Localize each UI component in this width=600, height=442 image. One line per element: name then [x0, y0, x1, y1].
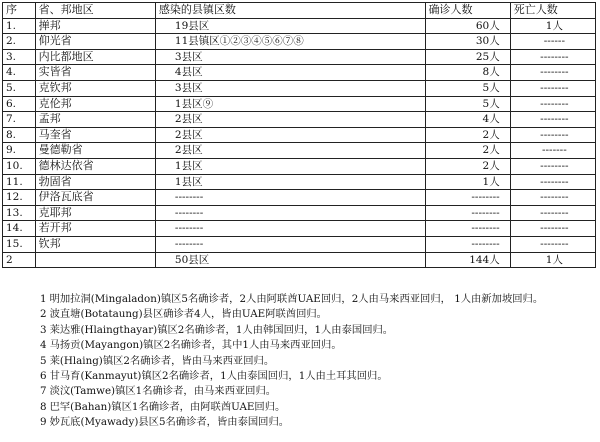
table-row — [3, 49, 596, 65]
row-region-text: 实皆省 — [38, 65, 72, 79]
row-deaths-text: -------- — [540, 175, 569, 188]
row-deaths-text: -------- — [540, 159, 569, 172]
row-index — [3, 205, 36, 221]
row-index-text: 3. — [6, 50, 17, 63]
table-row — [3, 190, 596, 206]
row-region — [35, 127, 155, 143]
row-deaths-text: -------- — [540, 81, 569, 94]
row-index — [3, 80, 36, 96]
header-index: 序 — [3, 3, 36, 19]
footnote-text: 明加拉洞(Mingaladon)镇区5名确诊者，2人由阿联酋UAE回归，2人由马来西亚回归， 1人由新加坡回归。 — [49, 293, 544, 305]
row-cases — [425, 127, 510, 143]
row-index — [3, 18, 36, 34]
row-affected-text: 3县区 — [174, 81, 203, 94]
row-deaths-text: -------- — [540, 237, 569, 250]
row-cases-text: -------- — [471, 206, 500, 219]
row-region-text: 克耶邦 — [38, 205, 72, 219]
footnote-text: 妙瓦底(Myawady)县区5名确诊者，皆由泰国回归。 — [49, 416, 290, 429]
row-index — [3, 127, 36, 143]
row-affected — [155, 127, 425, 143]
row-region-text: 马奎省 — [38, 127, 72, 141]
row-region — [35, 96, 155, 112]
row-region-text: 钦邦 — [38, 236, 61, 250]
row-index-text: 2. — [6, 35, 17, 48]
row-index — [3, 65, 36, 81]
row-cases-text: 2人 — [482, 128, 500, 141]
row-affected-text: -------- — [174, 222, 204, 235]
row-deaths — [510, 190, 595, 206]
footnote-text: 巴罕(Bahan)镇区1名确诊者，由阿联酋UAE回归。 — [49, 400, 286, 413]
row-affected-text: 19县区 — [174, 19, 210, 32]
row-index-text: 4. — [6, 66, 17, 79]
row-deaths — [510, 18, 595, 34]
header-region: 省、邦地区 — [35, 3, 155, 19]
footnote-number: 3 — [40, 323, 47, 336]
footnote-number: 9 — [40, 416, 47, 429]
row-index — [3, 158, 36, 174]
footnote-text: 莱(Hlaing)镇区2名确诊者，皆由马来西亚回归。 — [49, 354, 275, 367]
total-index-text: 2 — [6, 253, 13, 266]
row-cases — [425, 112, 510, 128]
row-deaths-text: -------- — [540, 66, 569, 79]
footnote-number: 4 — [40, 339, 47, 352]
row-deaths — [510, 65, 595, 81]
row-deaths-text: -------- — [540, 206, 569, 219]
footnote-item — [40, 369, 596, 384]
row-region — [35, 221, 155, 237]
footnote-item — [40, 307, 596, 322]
row-region-text: 掸邦 — [38, 18, 61, 32]
row-cases-text: 8人 — [482, 66, 500, 79]
row-deaths — [510, 49, 595, 65]
row-index — [3, 190, 36, 206]
row-affected-text: -------- — [174, 206, 204, 219]
row-affected — [155, 34, 425, 50]
table-row — [3, 158, 596, 174]
row-deaths — [510, 158, 595, 174]
row-affected-text: 1县区 — [174, 175, 203, 188]
row-affected — [155, 112, 425, 128]
row-region-text: 曼德勒省 — [38, 143, 83, 157]
row-region-text: 克伦邦 — [38, 96, 72, 110]
footnote-item — [40, 323, 596, 338]
footnote-item — [40, 338, 596, 353]
row-affected — [155, 49, 425, 65]
footnote-item — [40, 354, 596, 369]
row-cases-text: -------- — [471, 191, 500, 204]
total-affected — [155, 252, 425, 268]
footnote-text: 波直塘(Botataung)县区确诊者4人，皆由UAE阿联酋回归。 — [49, 308, 327, 321]
row-deaths — [510, 174, 595, 190]
row-index-text: 10. — [6, 159, 23, 172]
row-index — [3, 112, 36, 128]
row-index — [3, 221, 36, 237]
row-affected-text: 4县区 — [174, 66, 203, 79]
row-cases — [425, 174, 510, 190]
row-region-text: 内比都地区 — [38, 49, 94, 63]
row-cases-text: 5人 — [482, 97, 500, 110]
row-cases — [425, 65, 510, 81]
row-region — [35, 143, 155, 159]
row-cases — [425, 190, 510, 206]
table-row — [3, 127, 596, 143]
footnote-item — [40, 415, 596, 430]
row-cases-text: 2人 — [482, 159, 500, 172]
row-index — [3, 34, 36, 50]
table-row — [3, 112, 596, 128]
footnote-text: 马扬贡(Mayangon)镇区2名确诊者，其中1人由马来西亚回归。 — [49, 339, 342, 352]
row-index-text: 7. — [6, 113, 17, 126]
row-deaths — [510, 96, 595, 112]
header-deaths: 死亡人数 — [510, 3, 595, 19]
footnote-number: 1 — [40, 293, 47, 305]
row-region — [35, 65, 155, 81]
row-region-text: 勃固省 — [38, 174, 72, 188]
footnote-text: 淡汶(Tamwe)镇区1名确诊者，由马来西亚回归。 — [49, 385, 277, 398]
row-region — [35, 190, 155, 206]
row-region-text: 孟邦 — [38, 112, 61, 126]
row-cases-text: 30人 — [475, 35, 500, 48]
footnote-number: 5 — [40, 354, 47, 367]
row-affected-text: 11县镇区①②③④⑤⑥⑦⑧ — [174, 35, 304, 48]
row-deaths-text: -------- — [540, 97, 569, 110]
row-affected-text: 2县区 — [174, 128, 203, 141]
row-affected — [155, 96, 425, 112]
row-index — [3, 143, 36, 159]
row-cases — [425, 236, 510, 252]
header-cases: 确诊人数 — [425, 3, 510, 19]
footnote-text: 甘马育(Kanmayut)镇区2名确诊者，1人由泰国回归，1人由土耳其回归。 — [49, 370, 388, 383]
footnote-number: 8 — [40, 400, 47, 413]
cases-table — [2, 2, 596, 268]
row-affected-text: -------- — [174, 191, 204, 204]
row-affected — [155, 158, 425, 174]
row-index — [3, 49, 36, 65]
total-index — [3, 252, 36, 268]
table-row — [3, 221, 596, 237]
row-deaths-text: -------- — [540, 113, 569, 126]
row-deaths — [510, 236, 595, 252]
table-row — [3, 65, 596, 81]
row-region — [35, 158, 155, 174]
footnote-number: 6 — [40, 370, 47, 383]
total-deaths-text: 1人 — [545, 253, 563, 266]
row-deaths-text: -------- — [540, 191, 569, 204]
row-region-text: 伊洛瓦底省 — [38, 190, 94, 204]
row-cases — [425, 96, 510, 112]
row-cases — [425, 18, 510, 34]
row-cases — [425, 34, 510, 50]
row-index-text: 9. — [6, 144, 17, 157]
table-row — [3, 80, 596, 96]
footnote-text: 莱达雅(Hlaingthayar)镇区2名确诊者，1人由韩国回归，1人由泰国回归。 — [49, 323, 394, 336]
table-header-row — [3, 3, 596, 19]
total-deaths — [510, 252, 595, 268]
total-region — [35, 252, 155, 268]
row-cases-text: 1人 — [482, 175, 500, 188]
row-deaths-text: -------- — [540, 128, 569, 141]
row-affected — [155, 18, 425, 34]
row-affected — [155, 221, 425, 237]
row-affected — [155, 174, 425, 190]
row-index — [3, 174, 36, 190]
table-row — [3, 236, 596, 252]
row-affected — [155, 205, 425, 221]
row-index — [3, 236, 36, 252]
row-index-text: 11. — [6, 175, 23, 188]
total-cases — [425, 252, 510, 268]
row-affected-text: 1县区 — [174, 159, 203, 172]
row-affected-text: 2县区 — [174, 144, 203, 157]
row-cases-text: 5人 — [482, 81, 500, 94]
row-region — [35, 80, 155, 96]
row-cases-text: 60人 — [475, 19, 500, 32]
row-deaths-text: ------ — [543, 35, 566, 48]
row-cases-text: -------- — [471, 222, 500, 235]
row-region-text: 仰光省 — [38, 34, 72, 48]
row-cases-text: 2人 — [482, 144, 500, 157]
row-deaths-text: 1人 — [545, 19, 563, 32]
row-cases — [425, 49, 510, 65]
footnote-number: 7 — [40, 385, 47, 398]
row-region — [35, 49, 155, 65]
table-row — [3, 96, 596, 112]
row-affected-text: 2县区 — [174, 113, 203, 126]
row-deaths-text: -------- — [540, 50, 569, 63]
footnote-item — [40, 384, 596, 399]
row-region-text: 若开邦 — [38, 221, 72, 235]
row-cases-text: 25人 — [475, 50, 500, 63]
table-row — [3, 174, 596, 190]
total-row — [3, 252, 596, 268]
row-affected — [155, 143, 425, 159]
header-affected: 感染的县镇区数 — [155, 3, 425, 19]
row-region — [35, 34, 155, 50]
row-index-text: 5. — [6, 81, 17, 94]
row-deaths — [510, 143, 595, 159]
row-affected-text: 1县区⑨ — [174, 97, 214, 110]
row-cases-text: -------- — [471, 237, 500, 250]
table-row — [3, 34, 596, 50]
row-region — [35, 18, 155, 34]
row-index — [3, 96, 36, 112]
row-index-text: 12. — [6, 191, 23, 204]
footnotes — [40, 292, 596, 431]
row-deaths — [510, 205, 595, 221]
row-deaths-text: -------- — [540, 222, 569, 235]
row-cases — [425, 80, 510, 96]
row-index-text: 13. — [6, 206, 23, 219]
row-region — [35, 236, 155, 252]
table-row — [3, 205, 596, 221]
total-affected-text: 50县区 — [174, 253, 210, 266]
row-index-text: 6. — [6, 97, 17, 110]
row-affected-text: 3县区 — [174, 50, 203, 63]
row-deaths — [510, 80, 595, 96]
row-region — [35, 112, 155, 128]
table-row — [3, 143, 596, 159]
row-deaths — [510, 34, 595, 50]
row-affected — [155, 190, 425, 206]
row-affected — [155, 236, 425, 252]
covid-summary-sheet — [2, 2, 596, 429]
row-deaths — [510, 221, 595, 237]
footnote-item — [40, 400, 596, 415]
row-affected-text: -------- — [174, 237, 204, 250]
row-cases — [425, 158, 510, 174]
footnote-item — [40, 292, 596, 307]
row-affected — [155, 65, 425, 81]
footnote-number: 2 — [40, 308, 47, 321]
row-cases-text: 4人 — [482, 113, 500, 126]
row-cases — [425, 205, 510, 221]
table-row — [3, 18, 596, 34]
row-region-text: 德林达依省 — [38, 158, 94, 172]
total-cases-text: 144人 — [469, 253, 500, 266]
row-deaths-text: ------- — [541, 144, 567, 157]
row-cases — [425, 221, 510, 237]
row-index-text: 1. — [6, 19, 17, 32]
row-index-text: 14. — [6, 222, 23, 235]
row-region-text: 克钦邦 — [38, 80, 72, 94]
row-region — [35, 174, 155, 190]
row-deaths — [510, 112, 595, 128]
row-region — [35, 205, 155, 221]
row-cases — [425, 143, 510, 159]
row-index-text: 15. — [6, 237, 23, 250]
row-affected — [155, 80, 425, 96]
row-index-text: 8. — [6, 128, 17, 141]
row-deaths — [510, 127, 595, 143]
